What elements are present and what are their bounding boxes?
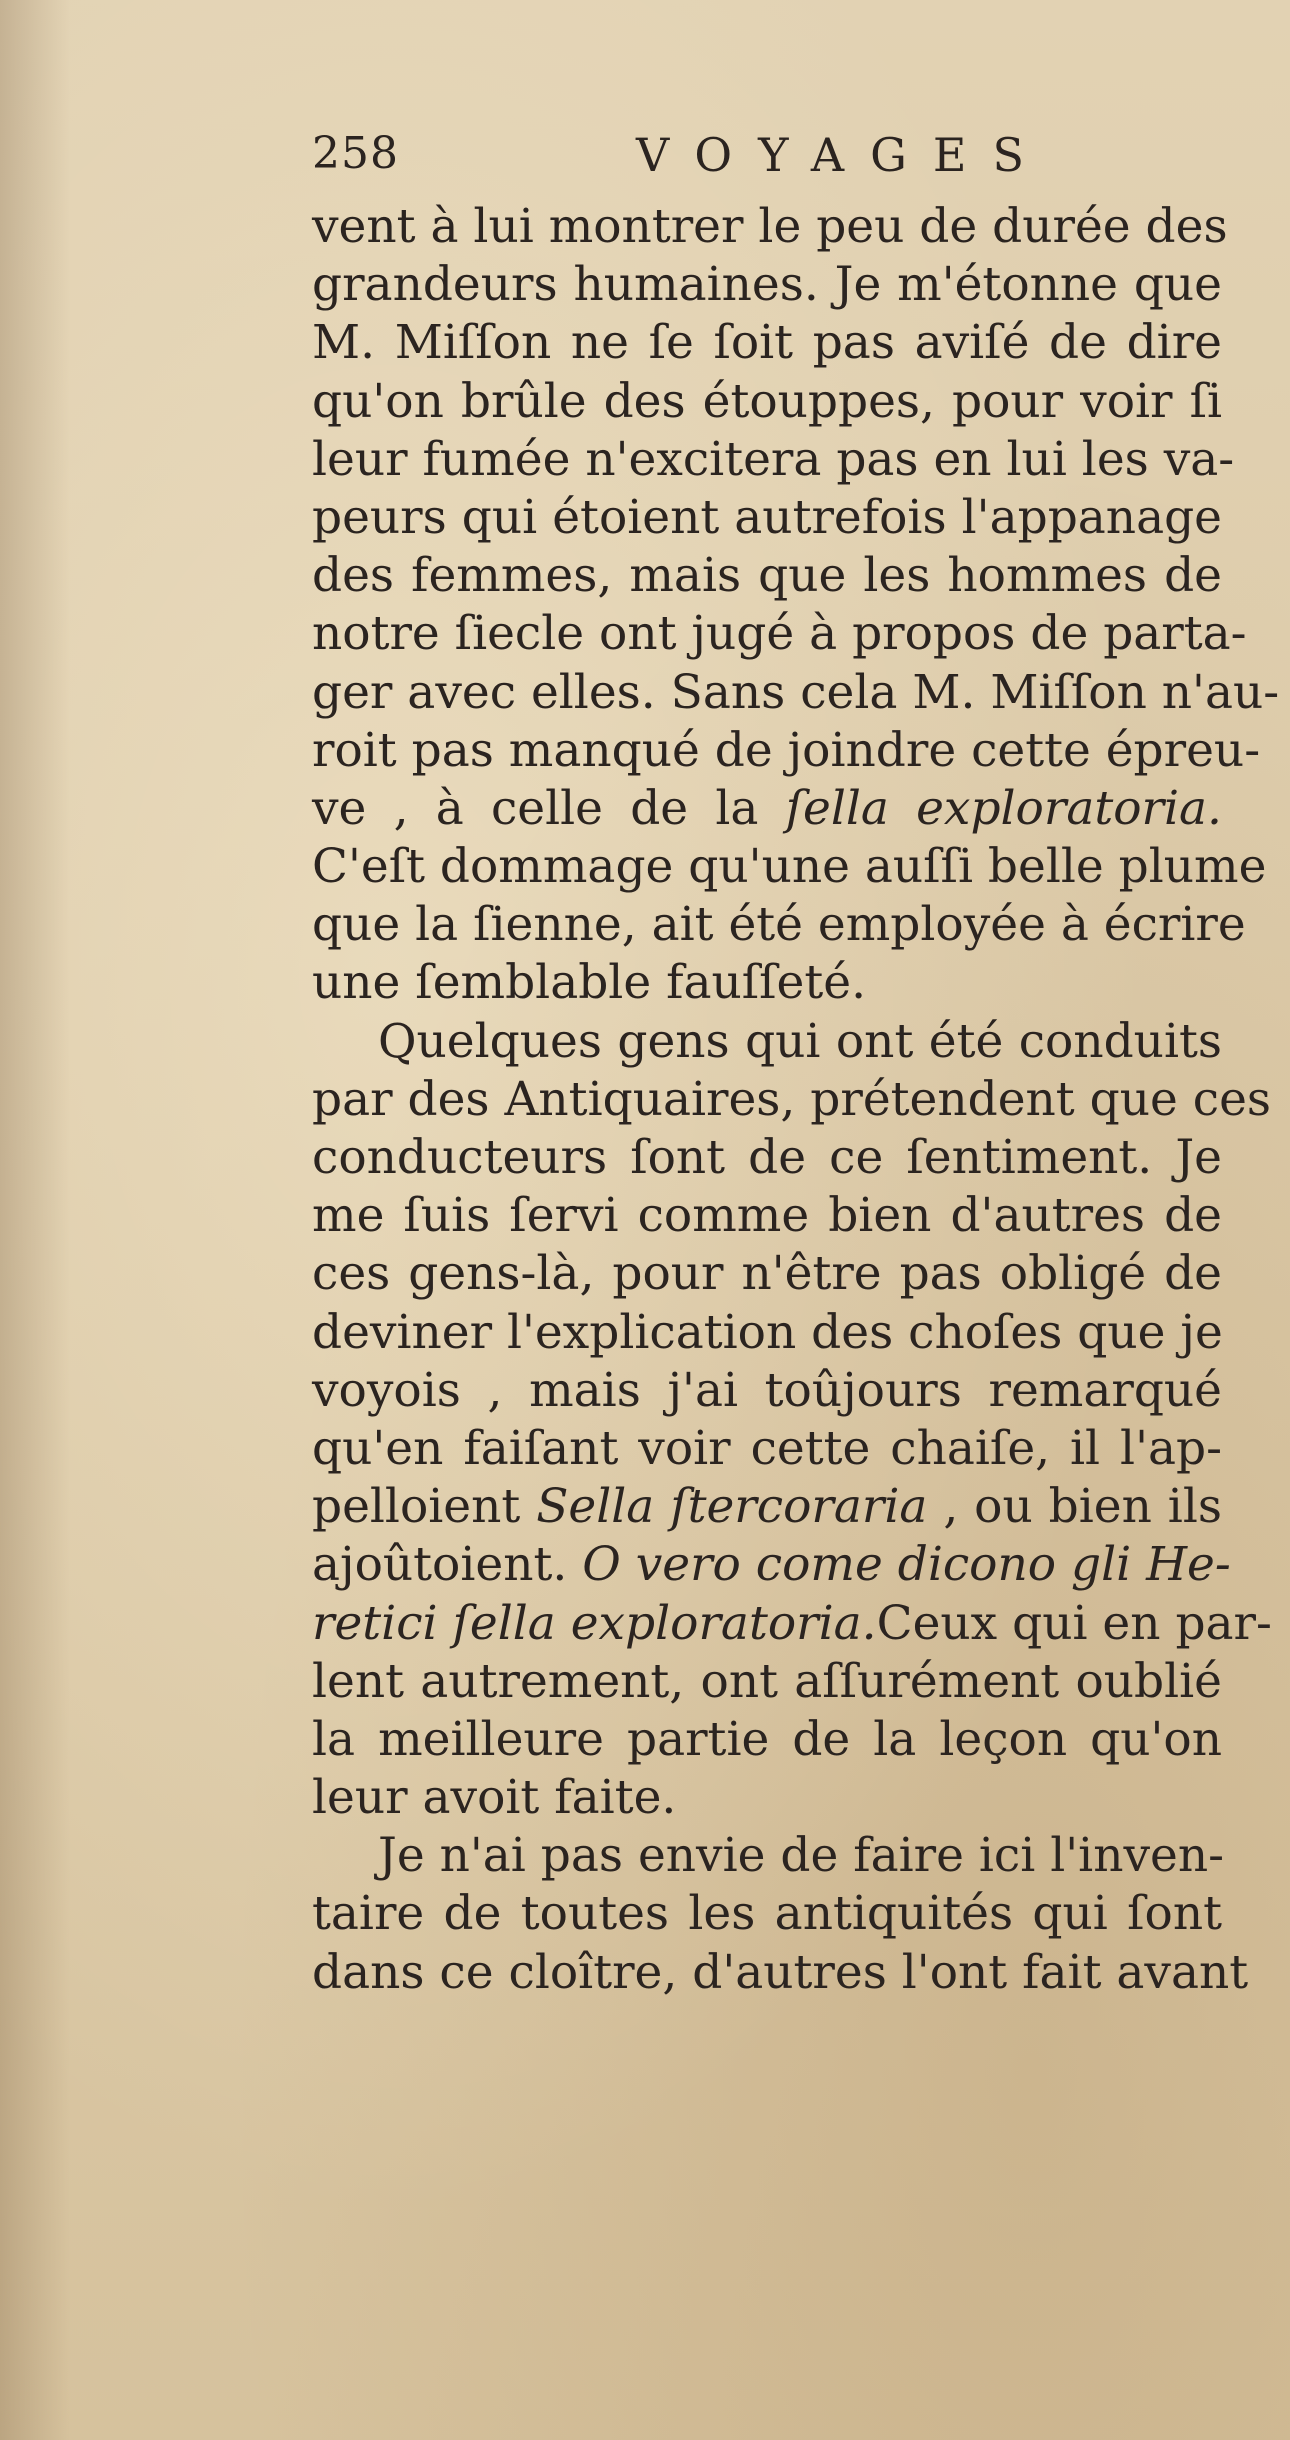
- italic-italian-quote: O vero come dicono gli He-: [582, 1537, 1231, 1593]
- spine-shadow: [0, 0, 70, 2440]
- running-head: VOYAGES: [636, 128, 1050, 182]
- text-line-indented: Je n'ai pas envie de faire ici l'inven-: [378, 1828, 1224, 1884]
- text-line: taire de toutes les antiquités qui ſont: [312, 1886, 1222, 1942]
- text-run: ajoûtoient.: [312, 1537, 568, 1593]
- text-run: , ou bien ils: [943, 1479, 1222, 1535]
- text-line: leur avoit faite.: [312, 1770, 677, 1826]
- text-line: grandeurs humaines. Je m'étonne que: [312, 257, 1222, 313]
- text-line: roit pas manqué de joindre cette épreu-: [312, 722, 1261, 778]
- text-line-mixed: [312, 1536, 1231, 1594]
- page-header: [312, 128, 1050, 198]
- text-line: des femmes, mais que les hommes de: [312, 548, 1222, 604]
- text-line-mixed: [312, 1478, 1222, 1536]
- page-number: 258: [312, 128, 399, 179]
- text-run: ve , à celle de la: [312, 780, 759, 836]
- text-line: la meilleure partie de la leçon qu'on: [312, 1711, 1222, 1767]
- text-line-mixed: [312, 780, 1222, 838]
- italic-latin-term: Sella ſtercoraria: [536, 1479, 928, 1535]
- text-line: que la ſienne, ait été employée à écrire: [312, 897, 1246, 953]
- text-line: qu'en faiſant voir cette chaiſe, il l'ap-: [312, 1420, 1222, 1476]
- text-line: C'eſt dommage qu'une auſſi belle plume: [312, 839, 1267, 895]
- text-line-mixed: [312, 1595, 1272, 1653]
- text-line: ger avec elles. Sans cela M. Miſſon n'au-: [312, 664, 1280, 720]
- body-text: [312, 198, 1280, 2002]
- text-line: dans ce cloître, d'autres l'ont fait avant: [312, 1944, 1249, 2000]
- text-run: Ceux qui en par-: [876, 1595, 1272, 1651]
- text-run: pelloient: [312, 1479, 521, 1535]
- text-line: voyois , mais j'ai toûjours remarqué: [312, 1362, 1222, 1418]
- text-line: lent autrement, ont aſſurément oublié: [312, 1653, 1222, 1709]
- text-line: une ſemblable fauſſeté.: [312, 955, 867, 1011]
- italic-italian-quote: retici ſella exploratoria.: [312, 1595, 877, 1651]
- text-line-indented: Quelques gens qui ont été conduits: [378, 1013, 1222, 1069]
- text-line: ces gens-là, pour n'être pas obligé de: [312, 1246, 1222, 1302]
- text-line: leur fumée n'excitera pas en lui les va-: [312, 431, 1235, 487]
- text-line: vent à lui montrer le peu de durée des: [312, 199, 1228, 254]
- text-line: peurs qui étoient autrefois l'appanage: [312, 489, 1222, 545]
- text-line: par des Antiquaires, prétendent que ces: [312, 1071, 1272, 1127]
- text-line: M. Miſſon ne ſe ſoit pas aviſé de dire: [312, 315, 1222, 371]
- text-line: me ſuis ſervi comme bien d'autres de: [312, 1188, 1222, 1244]
- italic-latin-term: ſella exploratoria.: [785, 780, 1222, 836]
- text-line: conducteurs ſont de ce ſentiment. Je: [312, 1130, 1222, 1185]
- text-line: notre ſiecle ont jugé à propos de parta-: [312, 606, 1247, 662]
- text-line: deviner l'explication des choſes que je: [312, 1304, 1223, 1360]
- text-line: qu'on brûle des étouppes, pour voir ſi: [312, 373, 1222, 429]
